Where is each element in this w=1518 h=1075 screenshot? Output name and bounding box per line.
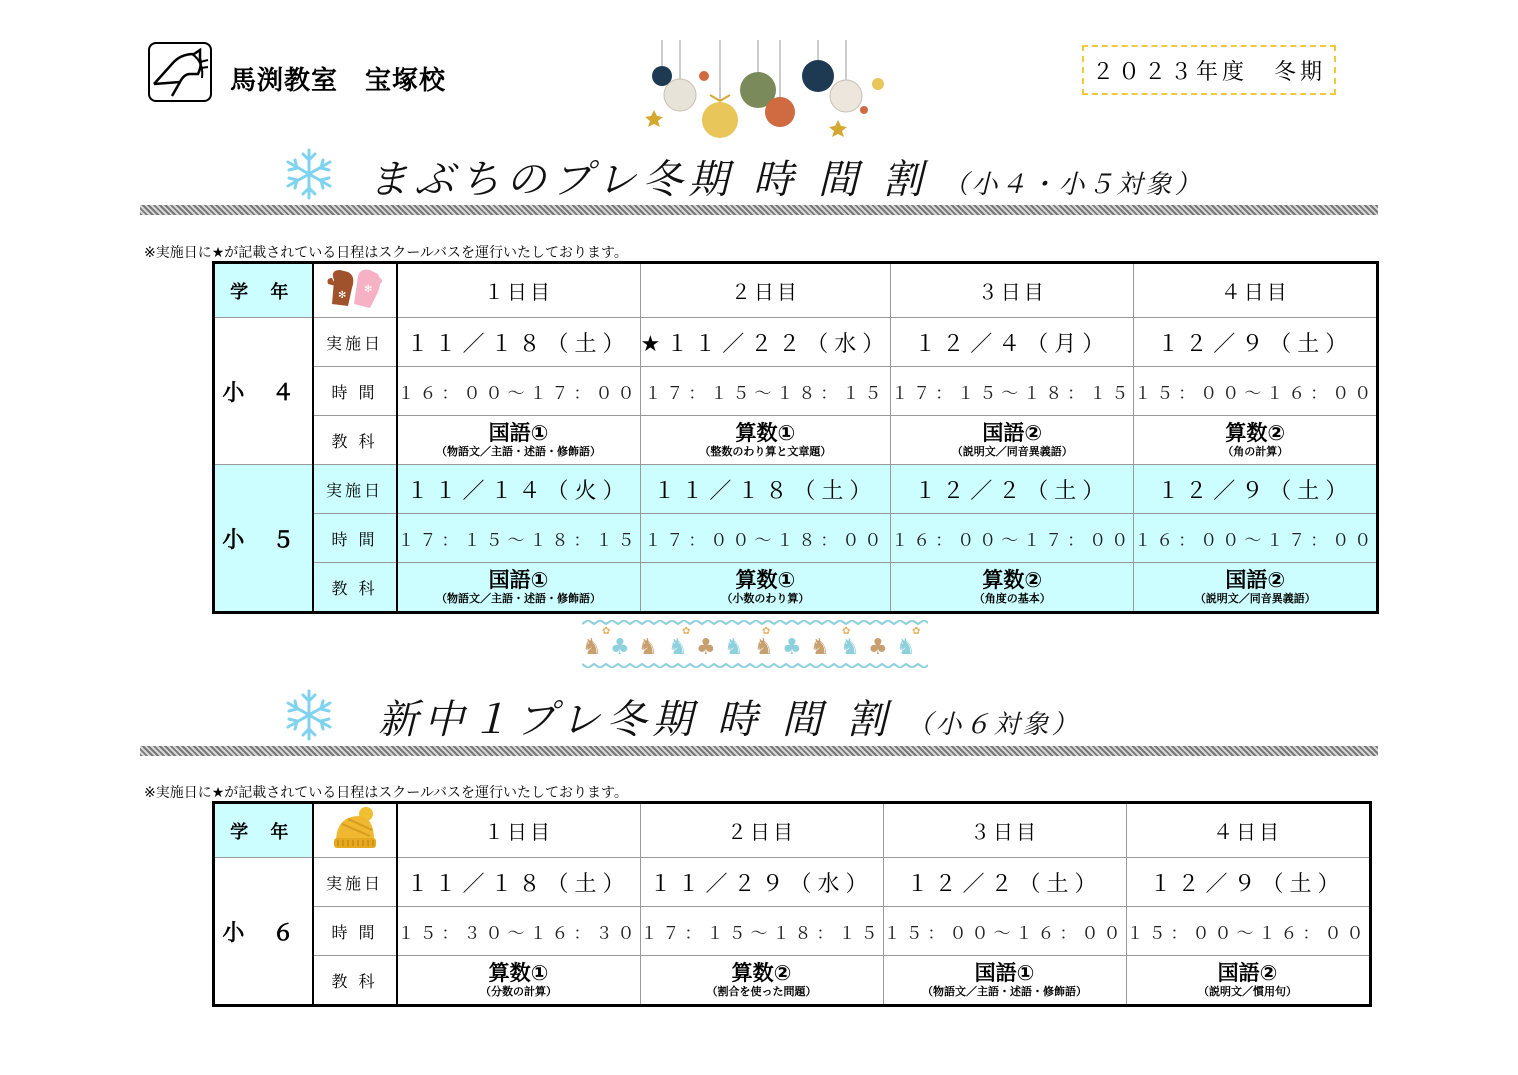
time-cell: １７：００～１８：００ [640,514,891,563]
svg-text:✿: ✿ [912,626,921,637]
subject-cell [891,416,1134,465]
time-row [214,514,1378,563]
subject-row [214,563,1378,613]
section2-note: ※実施日に★が記載されている日程はスクールバスを運行いたしております。 [144,785,628,801]
time-cell: １６：００～１７：００ [891,514,1134,563]
subject-topic: （整数のわり算と文章題） [699,445,832,458]
section1-title-sub: （小４・小５対象） [942,170,1204,200]
row-label-time: 時 間 [313,514,397,563]
snowflake-icon [281,687,337,743]
date-cell: １２／４（月） [891,318,1134,367]
svg-text:♣: ♣ [868,635,888,660]
svg-text:♞: ♞ [582,635,602,660]
date-cell: １１／１８（土） [397,318,641,367]
subject-topic: （説明文／同音異義語） [1194,592,1316,605]
date-cell: １２／２（土） [883,858,1126,907]
date-cell: １１／１８（土） [640,465,891,514]
row-label-date: 実施日 [313,465,397,514]
day-header: ４日目 [1126,803,1370,858]
subject-topic: （物語文／主語・述語・修飾語） [436,445,601,458]
day-header: ２日目 [640,803,883,858]
date-cell: １１／１４（火） [397,465,641,514]
subject-topic: （角度の基本） [973,592,1051,605]
row-label-date: 実施日 [313,858,397,907]
subject-cell [640,956,883,1006]
horse-logo-icon [148,42,212,102]
date-cell: １２／２（土） [891,465,1134,514]
date-cell: １２／９（土） [1134,318,1378,367]
day-header: １日目 [397,263,641,318]
time-cell: １７：１５～１８：１５ [397,514,641,563]
day-header: １日目 [397,803,641,858]
day-header: ４日目 [1134,263,1378,318]
date-row [214,318,1378,367]
time-cell: １５：００～１６：００ [883,907,1126,956]
subject-name: 算数① [488,961,549,985]
section1-note: ※実施日に★が記載されている日程はスクールバスを運行いたしております。 [144,245,628,261]
subject-name: 国語① [488,421,549,445]
svg-text:✻: ✻ [337,289,346,301]
time-cell: １６：００～１７：００ [397,367,641,416]
svg-text:♞: ♞ [840,635,860,660]
subject-topic: （説明文／同音異義語） [951,445,1073,458]
subject-row [214,956,1371,1006]
subject-cell [397,563,641,613]
svg-text:♞: ♞ [754,635,774,660]
svg-text:♣: ♣ [782,635,802,660]
grade-header: 学 年 [214,803,313,858]
subject-cell [891,563,1134,613]
day-header: ２日目 [640,263,891,318]
subject-name: 国語② [982,421,1043,445]
row-label-subject: 教 科 [313,416,397,465]
row-label-subject: 教 科 [313,956,397,1006]
section2-rule [140,746,1378,756]
date-row [214,465,1378,514]
section2-title-main: 新中１プレ冬期 時 間 割 [378,697,893,743]
time-cell: １７：１５～１８：１５ [891,367,1134,416]
svg-text:✻: ✻ [363,283,372,295]
section1-title-main: まぶちのプレ冬期 時 間 割 [368,157,929,203]
subject-name: 算数② [731,961,792,985]
ornaments-icon [640,40,890,140]
date-row [214,858,1371,907]
time-row [214,367,1378,416]
time-cell: １５：００～１６：００ [1126,907,1370,956]
row-label-date: 実施日 [313,318,397,367]
row-label-time: 時 間 [313,907,397,956]
subject-topic: （物語文／主語・述語・修飾語） [436,592,601,605]
grade-label: 小 ６ [214,858,313,1006]
subject-cell [1126,956,1370,1006]
time-cell: １７：１５～１８：１５ [640,367,891,416]
time-row [214,907,1371,956]
row-label-time: 時 間 [313,367,397,416]
date-cell: １２／９（土） [1126,858,1370,907]
subject-cell [883,956,1126,1006]
grade-label: 小 ５ [214,465,313,613]
subject-topic: （説明文／慣用句） [1198,985,1297,998]
section2-title [378,688,1081,745]
svg-text:♞: ♞ [896,635,916,660]
svg-text:♣: ♣ [610,635,630,660]
date-cell: １１／２９（水） [640,858,883,907]
subject-name: 国語① [974,961,1035,985]
subject-name: 算数① [735,568,796,592]
svg-text:♞: ♞ [638,635,658,660]
mittens-icon [313,263,397,318]
table-header-row [214,263,1378,318]
svg-text:✿: ✿ [762,626,771,637]
svg-text:✿: ✿ [682,626,691,637]
subject-name: 算数① [735,421,796,445]
time-cell: １５：００～１６：００ [1134,367,1378,416]
time-cell: １５：３０～１６：３０ [397,907,641,956]
section1-rule [140,205,1378,215]
section1-title [368,148,1204,205]
subject-cell [397,956,641,1006]
school-name: 馬渕教室 宝塚校 [230,66,447,96]
subject-cell [1134,416,1378,465]
section2-title-sub: （小６対象） [906,710,1081,740]
reindeer-pattern-icon [582,620,928,668]
row-label-subject: 教 科 [313,563,397,613]
svg-text:✿: ✿ [842,626,851,637]
time-cell: １６：００～１７：００ [1134,514,1378,563]
term-label: ２０２３年度 冬期 [1082,45,1336,95]
date-cell: １２／９（土） [1134,465,1378,514]
subject-cell [397,416,641,465]
grade-header: 学 年 [214,263,313,318]
time-cell: １７：１５～１８：１５ [640,907,883,956]
subject-cell [640,416,891,465]
grade-label: 小 ４ [214,318,313,465]
table-header-row [214,803,1371,858]
subject-name: 算数② [982,568,1043,592]
svg-text:♣: ♣ [696,635,716,660]
section2-timetable [212,801,1372,1007]
subject-name: 国語① [488,568,549,592]
subject-topic: （小数のわり算） [721,592,810,605]
subject-name: 算数② [1225,421,1286,445]
subject-name: 国語② [1217,961,1278,985]
subject-row [214,416,1378,465]
date-cell: ★１１／２２（水） [640,318,891,367]
day-header: ３日目 [883,803,1126,858]
subject-name: 国語② [1225,568,1286,592]
date-cell: １１／１８（土） [397,858,641,907]
svg-text:♞: ♞ [724,635,744,660]
svg-text:✿: ✿ [602,626,611,637]
knit-hat-icon [313,803,397,858]
subject-topic: （分数の計算） [480,985,557,998]
snowflake-icon [281,146,337,202]
subject-topic: （角の計算） [1222,445,1289,458]
svg-text:♞: ♞ [668,635,688,660]
svg-text:♞: ♞ [810,635,830,660]
subject-cell [640,563,891,613]
subject-cell [1134,563,1378,613]
section1-timetable [212,261,1379,614]
subject-topic: （物語文／主語・述語・修飾語） [922,985,1087,998]
day-header: ３日目 [891,263,1134,318]
subject-topic: （割合を使った問題） [706,985,817,998]
